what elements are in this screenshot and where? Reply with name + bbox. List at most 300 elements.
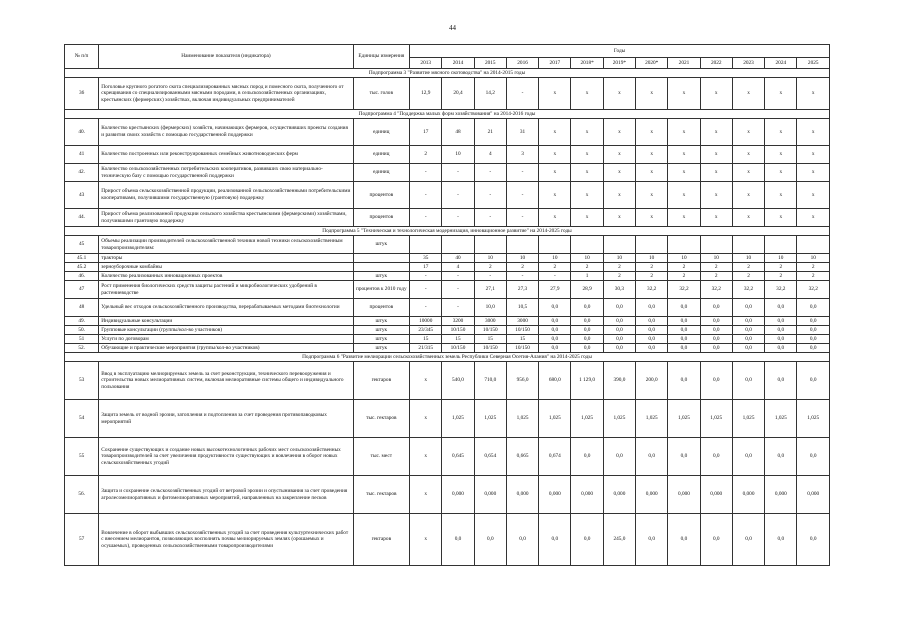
year-value: 0,0 [636,438,668,476]
year-value: x [797,146,830,164]
year-value: x [410,438,442,476]
year-value: - [410,272,442,281]
year-value: 10/150 [506,344,538,353]
year-value: 40 [442,254,474,263]
year-value [797,236,830,254]
year-value: x [700,182,732,209]
unit-cell: единиц [353,119,410,146]
year-value: 0,0 [474,514,506,566]
year-value: 20,4 [442,78,474,110]
unit-cell: единиц [353,164,410,182]
year-value: - [442,281,474,299]
year-value: x [765,146,797,164]
header-year: 2017 [539,58,571,69]
year-value [732,236,764,254]
year-value: 0,000 [603,476,635,514]
year-value: 0,0 [603,317,635,326]
year-value: x [797,119,830,146]
year-value: 1,025 [700,400,732,438]
year-value: 0,000 [700,476,732,514]
year-value: 3000 [474,317,506,326]
year-value: x [797,209,830,227]
year-value: 0,0 [732,317,764,326]
year-value: - [506,272,538,281]
year-value: 32,2 [797,281,830,299]
table-row [65,299,830,317]
year-value: x [410,400,442,438]
section-row [65,353,830,362]
year-value: 1,025 [506,400,538,438]
table-row [65,236,830,254]
year-value: 0,0 [603,438,635,476]
year-value: x [700,164,732,182]
year-value: x [797,78,830,110]
year-value: x [636,182,668,209]
year-value: 0,0 [603,344,635,353]
year-value [442,236,474,254]
indicator-name: Количество сельскохозяйственных потребительских кооперативов, развивших свою материально-техническую базу с помощью государственной поддержки [99,164,353,182]
unit-cell: штук [353,236,410,254]
table-row [65,254,830,263]
indicator-name: Защита и сохранение сельскохозяйственных угодий от ветровой эрозии и опустынивания за счет проведения агролесомелиоративных и фитомелиоративных мероприятий, направленных на закрепление песков [99,476,353,514]
year-value [765,236,797,254]
year-value: 10 [442,146,474,164]
year-value: x [700,119,732,146]
year-value: x [603,119,635,146]
unit-cell: процентов [353,209,410,227]
year-value: 3200 [442,317,474,326]
year-value: 0,0 [636,317,668,326]
year-value: 0,0 [636,514,668,566]
indicator-name: Удельный вес отходов сельскохозяйственного производства, перерабатываемых методами биотехнологии [99,299,353,317]
year-value: 0,0 [700,344,732,353]
year-value: 4 [442,263,474,272]
year-value [474,236,506,254]
row-number: 45.1 [65,254,99,263]
year-value: 245,0 [603,514,635,566]
year-value: 1,025 [668,400,700,438]
year-value: 0,0 [797,317,830,326]
table-row [65,476,830,514]
row-number: 55 [65,438,99,476]
unit-cell: штук [353,326,410,335]
year-value: 0,000 [571,476,603,514]
year-value: 0,0 [732,438,764,476]
year-value: 10 [668,254,700,263]
year-value: 2 [797,272,830,281]
year-value: 0,0 [603,326,635,335]
year-value: x [571,119,603,146]
table-row [65,263,830,272]
year-value: 390,0 [603,362,635,400]
year-value: 10/150 [474,344,506,353]
year-value: 2 [765,263,797,272]
year-value: 0,0 [765,326,797,335]
table-row [65,164,830,182]
indicator-name: Групповые консультации (группы/кол-во участников) [99,326,353,335]
indicator-name: Ввод в эксплуатацию мелиорируемых земель за счет реконструкции, технического перевооружения и строительства новых мелиоративных систем, включая мелиоративные системы общего и индивидуального пользования [99,362,353,400]
row-number: 54 [65,400,99,438]
year-value: 1,025 [571,400,603,438]
year-value: x [700,146,732,164]
year-value: 32,2 [732,281,764,299]
year-value: x [668,164,700,182]
year-value: 1 [571,272,603,281]
year-value: x [539,182,571,209]
year-value: 0,0 [539,326,571,335]
year-value: 0,000 [797,476,830,514]
year-value: - [410,281,442,299]
year-value: x [539,146,571,164]
year-value: 0,0 [636,335,668,344]
year-value: 0,0 [636,326,668,335]
year-value: 0,0 [797,326,830,335]
year-value: 31 [506,119,538,146]
header-num: № п/п [65,45,99,69]
table-row [65,272,830,281]
table-row [65,438,830,476]
year-value: 27,9 [539,281,571,299]
unit-cell: процентов к 2010 году [353,281,410,299]
year-value: x [636,119,668,146]
year-value: 1,025 [797,400,830,438]
year-value: 0,0 [668,362,700,400]
year-value: 0,0 [571,344,603,353]
year-value: x [539,119,571,146]
year-value: 0,0 [700,317,732,326]
indicator-name: Прирост объема реализованной продукции сельского хозяйства крестьянскими (фермерскими) хозяйствами, получившими грантовую поддержку [99,209,353,227]
header-year: 2024 [765,58,797,69]
unit-cell: тыс. голов [353,78,410,110]
row-number: 47 [65,281,99,299]
table-row [65,119,830,146]
row-number: 48 [65,299,99,317]
year-value: 0,0 [797,362,830,400]
unit-cell: гектаров [353,362,410,400]
year-value: - [410,299,442,317]
year-value: x [603,146,635,164]
year-value: 21 [474,119,506,146]
year-value: 0,0 [765,335,797,344]
indicators-table [64,44,830,566]
year-value: 0,0 [732,344,764,353]
year-value: x [732,119,764,146]
year-value: 2 [636,272,668,281]
year-value: 0,0 [765,344,797,353]
section-row [65,110,830,119]
year-value: 0,0 [571,514,603,566]
indicator-name: тракторы [99,254,353,263]
year-value: 0,000 [539,476,571,514]
indicator-name: зерноуборочные комбайны [99,263,353,272]
header-year: 2020* [636,58,668,69]
year-value: 0,665 [506,438,538,476]
row-number: 57 [65,514,99,566]
year-value: - [410,209,442,227]
year-value: 1,025 [442,400,474,438]
unit-cell: процентов [353,299,410,317]
header-year: 2019* [603,58,635,69]
year-value: 2 [732,263,764,272]
year-value: 0,000 [506,476,538,514]
table-row [65,78,830,110]
year-value: 0,0 [797,335,830,344]
year-value: 0,0 [765,362,797,400]
year-value: 0,0 [668,514,700,566]
year-value: 14,2 [474,78,506,110]
year-value: 2 [668,272,700,281]
year-value: 2 [636,263,668,272]
section-row [65,69,830,78]
year-value: 0,0 [668,299,700,317]
year-value: 0,0 [668,335,700,344]
year-value: 0,000 [474,476,506,514]
year-value: 0,0 [732,514,764,566]
year-value: 0,0 [668,317,700,326]
year-value: 0,654 [474,438,506,476]
indicator-name: Обучающие и практические мероприятия (группы/кол-во участников) [99,344,353,353]
year-value: 10/150 [506,326,538,335]
year-value: 0,0 [700,514,732,566]
year-value: x [765,78,797,110]
year-value: 0,0 [636,299,668,317]
year-value: x [732,164,764,182]
year-value: 2 [410,146,442,164]
year-value: x [797,164,830,182]
header-year: 2023 [732,58,764,69]
year-value: x [668,119,700,146]
year-value: 0,0 [603,335,635,344]
year-value: - [506,78,538,110]
year-value: x [571,209,603,227]
year-value: 0,0 [732,335,764,344]
year-value: 10 [732,254,764,263]
row-number: 36 [65,78,99,110]
year-value: 23/345 [410,326,442,335]
row-number: 43 [65,182,99,209]
year-value: 0,0 [636,344,668,353]
year-value: 0,0 [765,317,797,326]
year-value: x [603,182,635,209]
table-row [65,146,830,164]
year-value: 0,0 [539,299,571,317]
year-value: x [636,209,668,227]
row-number: 50. [65,326,99,335]
year-value: x [539,164,571,182]
unit-cell: штук [353,335,410,344]
year-value: 35 [410,254,442,263]
year-value: 0,0 [732,299,764,317]
table-row [65,344,830,353]
year-value: 3000 [506,317,538,326]
year-value: 10 [539,254,571,263]
year-value [506,236,538,254]
year-value: 2 [668,263,700,272]
indicator-name: Индивидуальные консультации [99,317,353,326]
year-value: - [410,182,442,209]
year-value: 0,0 [765,299,797,317]
year-value [571,236,603,254]
year-value: x [732,78,764,110]
year-value: 0,0 [700,299,732,317]
year-value: 10 [571,254,603,263]
year-value: x [636,164,668,182]
year-value: 15 [410,335,442,344]
year-value: x [410,476,442,514]
section-row [65,227,830,236]
indicator-name: Объемы реализации производителей сельскохозяйственной техники новой техники сельскохозяйственным товаропроизводителям: [99,236,353,254]
year-value: 0,0 [668,326,700,335]
indicator-name: Рост применения биологических средств защиты растений и микробиологических удобрений в растениеводстве [99,281,353,299]
year-value: x [603,209,635,227]
year-value: 17 [410,119,442,146]
year-value: 32,2 [636,281,668,299]
year-value: 0,0 [539,344,571,353]
year-value: x [700,78,732,110]
year-value: 0,0 [797,344,830,353]
year-value: 0,0 [571,438,603,476]
year-value: 0,000 [668,476,700,514]
year-value: 0,0 [700,362,732,400]
year-value: - [474,164,506,182]
unit-cell: штук [353,344,410,353]
year-value: 10 [797,254,830,263]
year-value: 0,0 [765,514,797,566]
year-value: x [603,164,635,182]
year-value: 0,0 [442,514,474,566]
table-row [65,281,830,299]
year-value: - [474,209,506,227]
year-value: x [732,182,764,209]
year-value: - [506,209,538,227]
year-value: 0,000 [732,476,764,514]
year-value: x [765,164,797,182]
year-value: 0,0 [571,299,603,317]
section-title: Подпрограмма 3 "Развитие мясного скотоводства" на 2014-2015 годы [65,69,830,78]
year-value: x [571,182,603,209]
year-value: 0,674 [539,438,571,476]
table-row [65,317,830,326]
unit-cell [353,254,410,263]
year-value: 540,0 [442,362,474,400]
year-value: 1,025 [474,400,506,438]
header-year: 2015 [474,58,506,69]
year-value: x [571,78,603,110]
year-value: 2 [603,272,635,281]
table-row [65,400,830,438]
header-unit: Единицы измерения [353,45,410,69]
year-value: 2 [700,272,732,281]
year-value: x [603,78,635,110]
year-value: 0,0 [700,438,732,476]
row-number: 49. [65,317,99,326]
year-value [539,236,571,254]
year-value: x [539,78,571,110]
year-value: 956,0 [506,362,538,400]
header-year: 2022 [700,58,732,69]
year-value: 0,0 [571,335,603,344]
year-value: x [797,182,830,209]
year-value: 710,0 [474,362,506,400]
row-number: 56. [65,476,99,514]
year-value: 1,025 [603,400,635,438]
row-number: 45.2 [65,263,99,272]
row-number: 44. [65,209,99,227]
year-value: 15 [474,335,506,344]
table-row [65,335,830,344]
table-row [65,182,830,209]
year-value: 0,0 [539,317,571,326]
year-value: 0,0 [732,326,764,335]
year-value: - [506,164,538,182]
section-title: Подпрограмма 6 "Развитие мелиорации сельскохозяйственных земель Республики Северная Осетия-Алания" на 2014-2025 годы [65,353,830,362]
year-value: 2 [506,263,538,272]
year-value: - [442,164,474,182]
year-value: 1,025 [765,400,797,438]
year-value: 200,0 [636,362,668,400]
year-value: - [442,299,474,317]
row-number: 52. [65,344,99,353]
year-value: - [506,182,538,209]
unit-cell: единиц [353,146,410,164]
indicator-name: Количество реализованных инновационных проектов [99,272,353,281]
year-value: 0,0 [765,438,797,476]
unit-cell [353,263,410,272]
header-year: 2013 [410,58,442,69]
year-value: x [636,78,668,110]
year-value: - [539,272,571,281]
year-value: 0,0 [539,335,571,344]
header-year: 2014 [442,58,474,69]
year-value: x [668,146,700,164]
header-year: 2025 [797,58,830,69]
year-value: 1,025 [732,400,764,438]
year-value: 1,025 [539,400,571,438]
year-value: 10/150 [442,344,474,353]
year-value: - [442,209,474,227]
unit-cell: процентов [353,182,410,209]
year-value: 10,0 [474,299,506,317]
year-value: 10/150 [474,326,506,335]
year-value [700,236,732,254]
unit-cell: гектаров [353,514,410,566]
year-value: 1 129,0 [571,362,603,400]
indicator-name: Поголовье крупного рогатого скота специализированных мясных пород и помесного скота, полученного от скрещивания со специализированными мясными породами, в сельскохозяйственных организациях, крестьянских (фермерских) хозяйствах, включая индивидуальных предпринимателей [99,78,353,110]
year-value: 3 [506,146,538,164]
table-row [65,362,830,400]
year-value: 0,645 [442,438,474,476]
year-value: - [442,182,474,209]
header-year: 2018* [571,58,603,69]
year-value: 0,000 [765,476,797,514]
year-value: 0,0 [668,438,700,476]
row-number: 51 [65,335,99,344]
year-value [668,236,700,254]
row-number: 41 [65,146,99,164]
table-row [65,209,830,227]
header-years-title: Годы [410,45,830,58]
year-value: 0,0 [732,362,764,400]
year-value: - [410,164,442,182]
year-value: 15 [442,335,474,344]
indicator-name: Защита земель от водной эрозии, затопления и подтопления за счет проведения противопаводковых мероприятий [99,400,353,438]
year-value: 2 [732,272,764,281]
year-value: 0,0 [603,299,635,317]
year-value: 2 [571,263,603,272]
year-value: x [539,209,571,227]
year-value: 0,0 [797,514,830,566]
year-value: x [668,182,700,209]
